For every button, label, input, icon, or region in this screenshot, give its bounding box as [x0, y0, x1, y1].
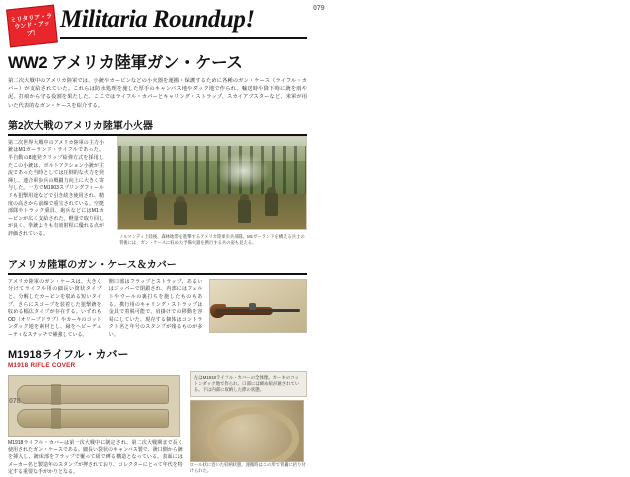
section1-column-1: 第二次世界大戦中のアメリカ陸軍の主力小銃はM1ガーランド・ライフルであった。半自動の8連発クリップ給弾方式を採用したこの小銃は、ボルトアクション小銃が主流であった当時としては圧倒的な火力を発揮し、連合軍歩兵の戦闘力向上に大きく寄与した。一方でM1903スプリングフィールドも狙撃用途などで引き続き使用され、精度の高さから前線で重宝されている。空挺部隊やトラック乗員、砲兵などにはM1カービンが広く支給された。軽量で取り回しが良く、拳銃よりも有効射程に優れる点が評価されている。: [8, 139, 104, 237]
section-heading-1: 第2次大戦のアメリカ陸軍小火器: [8, 117, 307, 136]
m1918-sidebox: 左はM1918ライフル・カバーの全体像。カーキのコットンダック地で作られ、口部には締め紐が通されている。下は内部に収納した際の状態。: [190, 371, 307, 398]
section2-column-2: 開口部はフラップとストラップ、あるいはジッパーで閉鎖され、内部にはフェルトやウールの裏打ちを施したものもある。携行用のキャリング・ストラップは金具で着脱可能で、肩掛けでの移動を容易にしていた。現存する個体はコントラクト名と年号のスタンプが残るものが多い。: [108, 278, 203, 338]
rifle-cover-bag: [17, 385, 169, 404]
m1918-side: [190, 371, 307, 477]
page-number-right: 079: [307, 0, 621, 410]
m1918-cover-photo: [8, 375, 180, 437]
illustration-soldier: [238, 199, 251, 223]
page-number-left: 078: [9, 398, 21, 405]
right-page: [313, 0, 630, 410]
rolled-cover-coil: [207, 407, 299, 462]
combat-illustration-wrap: [119, 136, 307, 246]
illustration-soldier: [144, 196, 157, 220]
rifle-photo-left: [209, 279, 307, 333]
illustration-soldier: [265, 192, 278, 216]
section-heading-2: アメリカ陸軍のガン・ケース＆カバー: [8, 256, 307, 275]
section2-columns: [8, 279, 307, 340]
masthead-title: Militaria Roundup!: [60, 6, 255, 33]
article-headline: WW2 アメリカ陸軍ガン・ケース: [8, 54, 243, 72]
m1918-block: [8, 371, 307, 477]
masthead: [8, 6, 307, 46]
rifle-bolt: [249, 303, 256, 310]
section1-columns: [8, 140, 113, 239]
m1918-body: M1918ライフル・カバーは第一次大戦中に制定され、第二次大戦期まで長く使用されたガン・ケースである。細長い袋状のキャンバス製で、銃口側から銃を挿入し、銃床部をフラップで覆って紐で縛る構造となっている。表面にはメーカー名と製造年のスタンプが押されており、コレクターにとって年代を特定する重要な手がかりとなる。: [8, 439, 183, 476]
rolled-cover-caption: ロール状に巻いた収納状態。運搬時はこの形で背嚢に括り付けられた。: [189, 462, 306, 474]
rifle-graphic: [210, 298, 306, 324]
illustration-smoke: [216, 153, 270, 189]
illustration-caption: ノルマンディ上陸後、森林地帯を進撃するアメリカ陸軍歩兵部隊。M1ガーランドを構える兵士の背後には、ガン・ケースに収めた予備火器を携行する兵の姿も見える。: [119, 233, 305, 245]
section2-column-1: アメリカ陸軍のガン・ケースは、大きく分けてライフル用の細長い筒状タイプと、分解したカービンを収める短いタイプ、さらにスコープを装着した狙撃銃を収める幅広タイプが存在する。いずれもOD（オリーブドラブ）やカーキのコットンダック地を素材とし、縁をヘビーデューティなステッチで補強している。: [8, 278, 102, 338]
masthead-rule: [60, 37, 310, 39]
rifle-barrel: [216, 309, 300, 312]
series-badge: ミリタリア・ラウンド・アップ！: [6, 5, 58, 48]
cover-strap: [51, 384, 61, 405]
m1918-title-ja: M1918ライフル・カバー: [8, 348, 129, 361]
m1918-title-en: M1918 RIFLE COVER: [8, 361, 76, 369]
left-page: [0, 0, 315, 476]
rifle-cover-bag: [17, 409, 169, 428]
combat-illustration: [117, 136, 307, 230]
m1918-body-wrap: [8, 371, 183, 477]
illustration-soldier: [174, 201, 187, 225]
article-lede: 第二次大戦中のアメリカ陸軍では、小銃やカービンなどの小火器を運搬・保護するために各種のガン・ケース（ライフル・カバー）が支給されていた。これらは防水処理を施した厚手のキャンバス地やダック地で作られ、輸送時や降下時に銃を雨や泥、打痕から守る役割を果たした。ここではライフル・カバーとキャリング・ストラップ、スカイアブスターなど、米軍が用いた代表的なガン・ケースを紹介する。: [8, 78, 307, 109]
rolled-cover-photo: [190, 400, 304, 462]
m1918-subhead: [8, 346, 307, 369]
cover-strap: [51, 408, 61, 429]
